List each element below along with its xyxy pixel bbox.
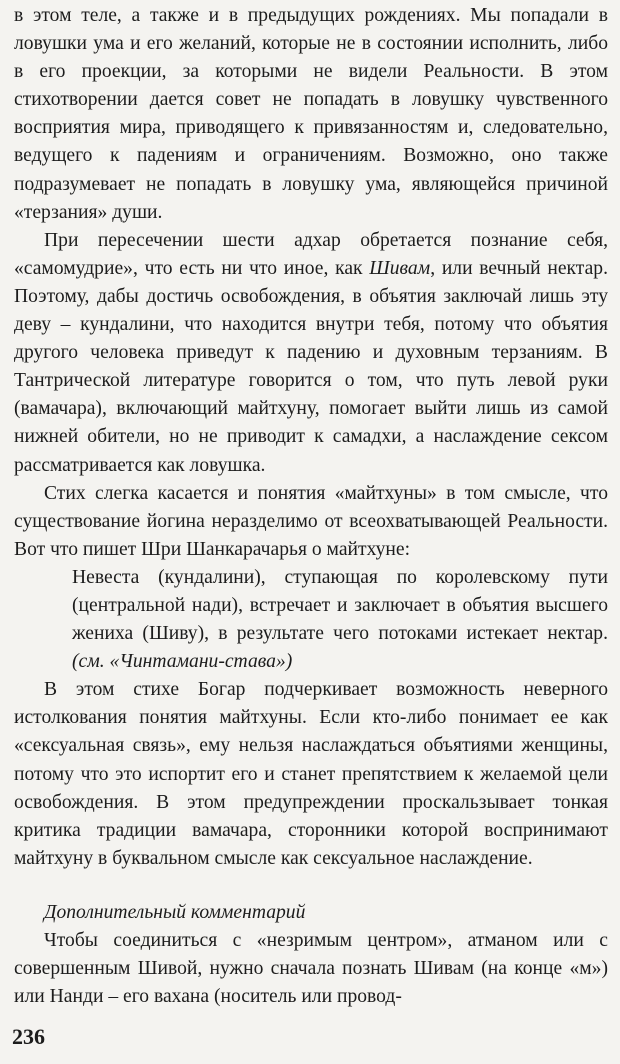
paragraph-2-part-2: , или вечный нектар. Поэтому, дабы достичь освобождения, в объятия заключай лишь эту деву – кундалини, что находится внутри тебя, потому что объятия другого человека приведут к падению и духовным терзаниям. В Тантрической литературе говорится о том, что путь левой руки (вамачара), включающий майтхуну, помогает выйти лишь из самой нижней обители, но не приводит к самадхи, а наслаждение сексом рассматривается как ловушка.	[14, 257, 608, 476]
paragraph-2	[14, 227, 608, 480]
page-number: 236	[12, 1024, 45, 1049]
paragraph-1: в этом теле, а также и в предыдущих рождениях. Мы попадали в ловушки ума и его желаний, которые не в состоянии исполнить, либо в его проекции, за которыми не видели Реальности. В этом стихотворении дается совет не попадать в ловушку чувственного восприятия мира, приводящего к привязанностям и, следовательно, ведущего к падениям и ограничениям. Возможно, оно также подразумевает не попадать в ловушку ума, являющейся причиной «терзания» души.	[14, 5, 608, 223]
paragraph-3: Стих слегка касается и понятия «майтхуны» в том смысле, что существование йогина неразделимо от всеохватывающей Реальности. Вот что пишет Шри Шанкарачарья о майтхуне:	[14, 482, 608, 560]
paragraph-2-emphasis: Шивам	[369, 257, 431, 279]
paragraph-2-part-1: При пересечении шести адхар обретается познание себя, «самомудрие», что есть ни что иное, как	[14, 229, 608, 279]
section-heading: Дополнительный комментарий	[44, 901, 306, 923]
quote-text: Невеста (кундалини), ступающая по королевскому пути (центральной нади), встречает и заключает в объятия высшего жениха (Шиву), в результате чего потоками истекает нектар.	[72, 566, 608, 645]
paragraph-4: В этом стихе Богар подчеркивает возможность неверного истолкования понятия майтхуны. Если кто-либо понимает ее как «сексуальная связь», ему нельзя наслаждаться объятиями женщины, потому что это испортит его и станет препятствием к желаемой цели освобождения. В этом предупреждении проскальзывает тонкая критика традиции вамачара, сторонники которой воспринимают майтхуну в буквальном смысле как сексуальное наслаждение.	[14, 679, 608, 869]
block-quote	[72, 564, 608, 676]
paragraph-5: Чтобы соединиться с «незримым центром», атманом или с совершенным Шивой, нужно сначала познать Шивам (на конце «м») или Нанди – его вахана (носитель или провод-	[14, 930, 608, 1008]
quote-reference: (см. «Чинтамани-става»)	[72, 651, 293, 673]
page-body	[14, 2, 608, 1011]
